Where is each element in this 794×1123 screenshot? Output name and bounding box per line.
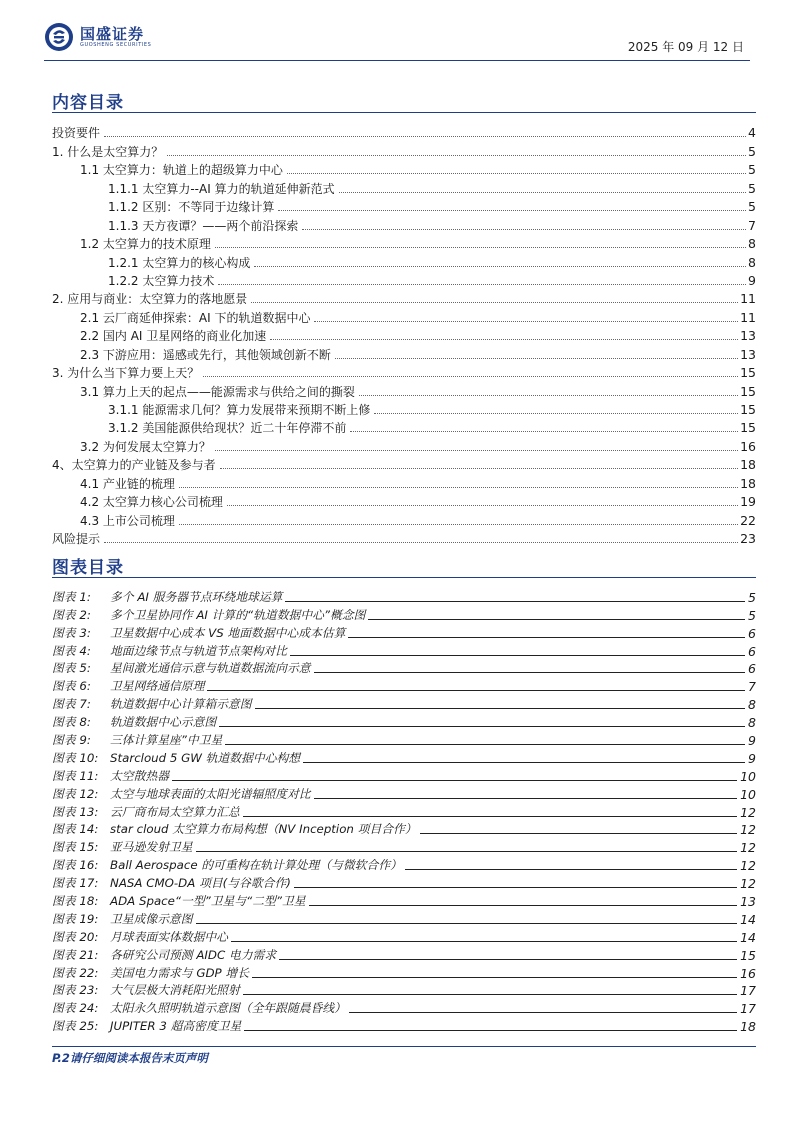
figure-entry[interactable] (52, 997, 756, 1015)
toc-leader-dots (251, 302, 738, 303)
report-date: 2025 年 09 月 12 日 (627, 40, 744, 54)
figure-entry-page: 13 (740, 894, 756, 910)
figure-entry-label: 图表 14: (52, 822, 99, 837)
figure-leader-line (348, 637, 745, 638)
figure-entry[interactable] (52, 765, 756, 783)
toc-leader-dots (350, 431, 738, 432)
toc-entry-page: 5 (748, 199, 756, 215)
toc-leader-dots (339, 192, 746, 193)
toc-leader-dots (218, 284, 746, 285)
toc-entry[interactable] (52, 343, 756, 361)
figure-leader-line (244, 1030, 737, 1031)
toc-leader-dots (179, 524, 738, 525)
toc-entry-page: 18 (740, 475, 756, 491)
figure-entry-page: 12 (740, 858, 756, 874)
toc-entry-title: 4.3 上市公司梳理 (52, 514, 177, 528)
toc-title-divider (52, 112, 756, 113)
figure-entry-page: 5 (748, 607, 756, 623)
toc-entry-title: 1.2 太空算力的技术原理 (52, 237, 213, 251)
toc-entry-page: 11 (740, 309, 756, 325)
toc-leader-dots (215, 247, 746, 248)
figure-leader-line (285, 601, 745, 602)
toc-entry-page: 16 (740, 438, 756, 454)
toc-leader-dots (227, 505, 738, 506)
toc-entry-page: 15 (740, 383, 756, 399)
figure-entry-page: 10 (740, 786, 756, 802)
toc-entry[interactable] (52, 491, 756, 509)
toc-leader-dots (104, 542, 738, 543)
figure-entry-page: 6 (748, 625, 756, 641)
figure-entry-page: 6 (748, 643, 756, 659)
figure-entry-page: 9 (748, 750, 756, 766)
toc-leader-dots (314, 321, 738, 322)
figure-entry[interactable] (52, 604, 756, 622)
toc-entry[interactable] (52, 270, 756, 288)
toc-entry-title: 1.1 太空算力：轨道上的超级算力中心 (52, 163, 285, 177)
figure-leader-line (303, 762, 745, 763)
toc-entry-page: 5 (748, 162, 756, 178)
figure-leader-line (196, 923, 738, 924)
figure-leader-line (309, 905, 738, 906)
toc-entry[interactable] (52, 528, 756, 546)
logo-name: 国盛证券 (80, 24, 145, 43)
figure-entry-label: 图表 7: (52, 697, 91, 712)
figure-entry-label: 图表 16: (52, 858, 99, 873)
figure-entry-page: 7 (748, 679, 756, 695)
figure-entry-label: 图表 15: (52, 840, 99, 855)
figure-leader-line (314, 672, 745, 673)
toc-entry[interactable] (52, 435, 756, 453)
figure-leader-line (420, 833, 737, 834)
toc-entry-title: 3.1.1 能源需求几何？算力发展带来预期不断上修 (52, 403, 372, 417)
figure-entry-page: 8 (748, 715, 756, 731)
figure-leader-line (255, 708, 745, 709)
toc-entry-title: 2.2 国内 AI 卫星网络的商业化加速 (52, 329, 268, 343)
figure-leader-line (172, 780, 737, 781)
figure-entry-page: 14 (740, 911, 756, 927)
figure-entry[interactable] (52, 622, 756, 640)
toc-entry-title: 1. 什么是太空算力？ (52, 144, 164, 159)
figure-entry-title: 太空散热器 (110, 768, 169, 783)
figure-entry-label: 图表 13: (52, 804, 99, 819)
toc-leader-dots (278, 210, 746, 211)
figure-leader-line (368, 619, 745, 620)
toc-entry-page: 15 (740, 365, 756, 381)
toc-leader-dots (179, 487, 738, 488)
figure-entry-title: 美国电力需求与 GDP 增长 (110, 965, 250, 980)
toc-entry-title: 风险提示 (52, 532, 101, 547)
figure-entry-title: 地面边缘节点与轨道节点架构对比 (110, 643, 287, 658)
figure-entry-title: star cloud 太空算力布局构想（NV Inception 项目合作） (110, 822, 417, 837)
toc-entry[interactable] (52, 288, 756, 306)
figure-entry-label: 图表 23: (52, 983, 99, 998)
figure-entry-label: 图表 19: (52, 911, 99, 926)
figure-entry-page: 17 (740, 983, 756, 999)
figures-title-divider (52, 577, 756, 578)
figure-entry[interactable] (52, 675, 756, 693)
figure-entry[interactable] (52, 854, 756, 872)
logo-mark-icon (44, 22, 74, 52)
toc-entry-page: 15 (740, 420, 756, 436)
figure-entry-title: 各研究公司预测 AIDC 电力需求 (110, 947, 277, 962)
figure-entry-page: 12 (740, 822, 756, 838)
figure-entry[interactable] (52, 747, 756, 765)
toc-leader-dots (104, 136, 746, 137)
figure-entry-title: ADA Space“一型”卫星与“二型”卫星 (110, 894, 306, 909)
figure-leader-line (231, 941, 737, 942)
figure-entry-label: 图表 11: (52, 768, 99, 783)
figure-entry-label: 图表 10: (52, 750, 99, 765)
figure-entry-title: 多个 AI 服务器节点环绕地球运算 (110, 589, 283, 604)
figure-entry[interactable] (52, 658, 756, 676)
figure-entry-title: 卫星网络通信原理 (110, 679, 205, 694)
figure-entry-page: 18 (740, 1019, 756, 1035)
toc-entry-title: 4.1 产业链的梳理 (52, 477, 177, 491)
toc-entry[interactable] (52, 417, 756, 435)
toc-entry-page: 18 (740, 457, 756, 473)
toc-entry-page: 8 (748, 254, 756, 270)
figure-entry[interactable] (52, 1015, 756, 1033)
logo-subtitle: GUOSHENG SECURITIES (80, 41, 152, 48)
toc-entry-page: 13 (740, 328, 756, 344)
figure-entry-label: 图表 22: (52, 965, 99, 980)
figure-entry-label: 图表 6: (52, 679, 91, 694)
figure-entry[interactable] (52, 944, 756, 962)
figure-entry[interactable] (52, 586, 756, 604)
toc-entry-page: 22 (740, 512, 756, 528)
figure-entry-label: 图表 3: (52, 625, 91, 640)
toc-leader-dots (270, 339, 738, 340)
figure-entry[interactable] (52, 926, 756, 944)
figure-entry-title: Starcloud 5 GW 轨道数据中心构想 (110, 750, 301, 765)
toc-entry-title: 2.1 云厂商延伸探索：AI 下的轨道数据中心 (52, 311, 312, 325)
figure-entry-label: 图表 24: (52, 1001, 99, 1016)
toc-entry[interactable] (52, 472, 756, 490)
toc-entry-title: 4.2 太空算力核心公司梳理 (52, 495, 225, 509)
toc-entry[interactable] (52, 306, 756, 324)
figure-entry-page: 15 (740, 947, 756, 963)
toc-entry-page: 4 (748, 125, 756, 141)
figure-entry-label: 图表 8: (52, 715, 91, 730)
toc-entry-page: 23 (740, 531, 756, 547)
toc-entry[interactable] (52, 196, 756, 214)
toc-entry-title: 投资要件 (52, 126, 101, 141)
figure-leader-line (219, 726, 745, 727)
figure-entry-label: 图表 12: (52, 786, 99, 801)
toc-entry-title: 1.2.2 太空算力技术 (52, 274, 216, 288)
toc-entry-title: 3.1.2 美国能源供给现状？近二十年停滞不前 (52, 421, 348, 435)
figures-title: 图表目录 (52, 558, 124, 578)
toc-leader-dots (215, 450, 738, 451)
figure-entry[interactable] (52, 962, 756, 980)
figure-entry-label: 图表 17: (52, 876, 99, 891)
toc-leader-dots (335, 358, 738, 359)
figure-entry-title: 轨道数据中心示意图 (110, 715, 217, 730)
figure-entry-title: 云厂商布局太空算力汇总 (110, 804, 240, 819)
toc-entry-page: 19 (740, 494, 756, 510)
toc-entry[interactable] (52, 325, 756, 343)
figure-entry-label: 图表 2: (52, 607, 91, 622)
toc-entry[interactable] (52, 399, 756, 417)
figure-leader-line (196, 851, 738, 852)
figure-entry-page: 12 (740, 876, 756, 892)
figure-entry-title: 三体计算星座”中卫星 (110, 733, 223, 748)
toc-entry-page: 11 (740, 291, 756, 307)
header-divider (44, 60, 750, 61)
toc-entry[interactable] (52, 122, 756, 140)
toc-entry[interactable] (52, 159, 756, 177)
figure-entry-title: 卫星数据中心成本 VS 地面数据中心成本估算 (110, 625, 346, 640)
figure-entry-page: 16 (740, 965, 756, 981)
figure-entry-title: 卫星成像示意图 (110, 911, 193, 926)
footer-disclaimer: P.2请仔细阅读本报告末页声明 (52, 1051, 208, 1065)
toc-leader-dots (203, 376, 738, 377)
figure-entry-page: 12 (740, 840, 756, 856)
figure-entry-label: 图表 5: (52, 661, 91, 676)
toc-entry-title: 4、太空算力的产业链及参与者 (52, 458, 216, 473)
figure-entry[interactable] (52, 640, 756, 658)
toc-entry[interactable] (52, 251, 756, 269)
figure-leader-line (405, 869, 737, 870)
toc-entry[interactable] (52, 380, 756, 398)
figure-entry-page: 5 (748, 589, 756, 605)
figure-leader-line (252, 977, 737, 978)
toc-entry-page: 9 (748, 272, 756, 288)
figure-entry[interactable] (52, 819, 756, 837)
toc-leader-dots (302, 229, 746, 230)
figure-entry-label: 图表 20: (52, 929, 99, 944)
toc-entry-title: 1.2.1 太空算力的核心构成 (52, 256, 252, 270)
figure-entry-title: 太阳永久照明轨道示意图（全年跟随晨昏线） (110, 1001, 346, 1016)
figure-entry-page: 10 (740, 768, 756, 784)
toc-leader-dots (287, 173, 746, 174)
toc-entry-title: 1.1.2 区别：不等同于边缘计算 (52, 200, 276, 214)
figure-entry[interactable] (52, 783, 756, 801)
toc-entry[interactable] (52, 177, 756, 195)
figure-entry[interactable] (52, 836, 756, 854)
figure-entry[interactable] (52, 729, 756, 747)
table-of-contents (52, 122, 756, 546)
figure-entry-title: 大气层极大消耗阳光照射 (110, 983, 240, 998)
toc-entry[interactable] (52, 454, 756, 472)
toc-leader-dots (359, 395, 738, 396)
figure-leader-line (207, 690, 745, 691)
figure-entry-page: 9 (748, 733, 756, 749)
figure-entry-page: 8 (748, 697, 756, 713)
figure-entry-label: 图表 18: (52, 894, 99, 909)
toc-entry-title: 3.2 为何发展太空算力？ (52, 440, 213, 454)
list-of-figures (52, 586, 756, 1033)
figure-entry-label: 图表 1: (52, 589, 91, 604)
toc-entry-page: 7 (748, 217, 756, 233)
figure-entry[interactable] (52, 890, 756, 908)
toc-entry-page: 13 (740, 346, 756, 362)
toc-entry[interactable] (52, 233, 756, 251)
figure-entry[interactable] (52, 872, 756, 890)
figure-entry-title: 亚马逊发射卫星 (110, 840, 193, 855)
figure-entry-page: 17 (740, 1001, 756, 1017)
figure-entry-title: 星间激光通信示意与轨道数据流向示意 (110, 661, 311, 676)
toc-leader-dots (220, 468, 738, 469)
figure-entry-page: 14 (740, 929, 756, 945)
figure-entry-page: 6 (748, 661, 756, 677)
figure-leader-line (290, 655, 745, 656)
figure-leader-line (243, 994, 737, 995)
toc-leader-dots (374, 413, 738, 414)
figure-entry-title: Ball Aerospace 的可重构在轨计算处理（与微软合作） (110, 858, 402, 873)
figure-leader-line (314, 798, 738, 799)
toc-entry-title: 1.1.1 太空算力--AI 算力的轨道延伸新范式 (52, 182, 337, 196)
figure-entry[interactable] (52, 711, 756, 729)
figure-entry-title: 太空与地球表面的太阳光谱辐照度对比 (110, 786, 311, 801)
toc-entry-title: 3.1 算力上天的起点——能源需求与供给之间的撕裂 (52, 385, 357, 399)
figure-leader-line (294, 887, 737, 888)
toc-entry-title: 1.1.3 天方夜谭？——两个前沿探索 (52, 219, 300, 233)
footer-divider (52, 1046, 756, 1047)
figure-entry[interactable] (52, 693, 756, 711)
toc-entry-page: 5 (748, 143, 756, 159)
toc-entry[interactable] (52, 362, 756, 380)
figure-entry-page: 12 (740, 804, 756, 820)
toc-leader-dots (254, 266, 746, 267)
figure-entry-label: 图表 21: (52, 947, 99, 962)
page-header (44, 22, 750, 58)
figure-entry-label: 图表 4: (52, 643, 91, 658)
toc-entry-title: 2.3 下游应用：遥感或先行，其他领域创新不断 (52, 348, 333, 362)
figure-entry-title: JUPITER 3 超高密度卫星 (110, 1019, 242, 1034)
toc-entry-page: 8 (748, 236, 756, 252)
figure-entry[interactable] (52, 801, 756, 819)
figure-leader-line (349, 1012, 737, 1013)
figure-entry-title: 月球表面实体数据中心 (110, 929, 228, 944)
toc-entry-page: 5 (748, 180, 756, 196)
toc-entry[interactable] (52, 509, 756, 527)
figure-leader-line (279, 959, 737, 960)
toc-entry-page: 15 (740, 402, 756, 417)
toc-entry-title: 2. 应用与商业：太空算力的落地愿景 (52, 292, 248, 307)
figure-leader-line (225, 744, 745, 745)
company-logo (44, 22, 151, 52)
toc-entry[interactable] (52, 140, 756, 158)
figure-entry[interactable] (52, 908, 756, 926)
toc-title: 内容目录 (52, 93, 124, 113)
figure-entry-title: NASA CMO-DA 项目(与谷歌合作) (110, 876, 291, 891)
figure-leader-line (243, 816, 737, 817)
figure-entry-label: 图表 25: (52, 1019, 99, 1034)
figure-entry-label: 图表 9: (52, 733, 91, 748)
figure-entry[interactable] (52, 980, 756, 998)
toc-entry-title: 3. 为什么当下算力要上天？ (52, 366, 200, 381)
figure-entry-title: 轨道数据中心计算箱示意图 (110, 697, 252, 712)
figure-entry-title: 多个卫星协同作 AI 计算的“轨道数据中心”概念图 (110, 607, 366, 622)
toc-leader-dots (167, 155, 746, 156)
toc-entry[interactable] (52, 214, 756, 232)
